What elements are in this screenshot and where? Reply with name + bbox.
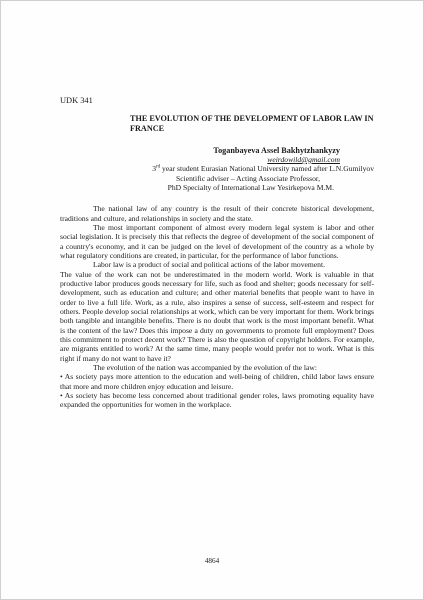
- paragraph-3: Labor law is a product of social and political actions of the labor movement.: [93, 260, 325, 270]
- paragraph-5: The evolution of the nation was accompanied by the evolution of the law:: [93, 363, 317, 373]
- paragraph-4: The value of the work can not be underestimated in the modern world. Work is valuable in that productive labor produces goods necessary for life, such as food and shelter; goods necessary for self-development, such as education and culture; and other material benefits that people want to have in order to live a full life. Work, as a rule, also inspires a sense of success, self-esteem and respect for others. People develop social relationships at work, which can be very important for them. Work brings both tangible and intangible benefits. There is no doubt that work is the most important benefit. What is the content of the law? Does this impose a duty on governments to promote full employment? Does this commitment to protect decent work? There is also the question of copyright holders. For example, are migrants entitled to work? At the same time, many people would prefer not to work. What is this right if many do not want to have it?: [60, 269, 374, 363]
- document-body: [60, 96, 374, 410]
- year-suffix: rd: [155, 164, 161, 170]
- author-name: Toganbayeva Assel Bakhytzhankyzy: [213, 145, 340, 155]
- affiliation-text: year student Eurasian National University named after L.N.Gumilyov: [160, 164, 374, 174]
- author-affiliation: [60, 164, 374, 173]
- year-ordinal: 3: [152, 164, 156, 174]
- adviser-name: PhD Specialty of International Law Yesirkepova M.M.: [167, 182, 334, 192]
- bullet-item: • As society pays more attention to the education and well-being of children, child labor laws ensure that more and more children enjoy education and leisure.: [60, 372, 374, 391]
- udk-code: UDK 341: [60, 96, 93, 105]
- bullet-item: • As society has become less concerned about traditional gender roles, laws promoting equality have expanded the opportunities for women in the workplace.: [60, 391, 374, 410]
- adviser-line: Scientific adviser – Acting Associate Professor,: [176, 173, 320, 183]
- author-email[interactable]: weirdowild@gmail.com: [267, 154, 340, 164]
- page-number: 4864: [204, 557, 220, 565]
- paragraph-2: The most important component of almost every modern legal system is labor and other social legislation. It is precisely this that reflects the degree of development of the social component of a country's economy, and it can be judged on the level of development of the country as a whole by what regulatory conditions are created, in particular, for the performance of labor functions.: [60, 222, 374, 260]
- paragraph-1: The national law of any country is the result of their concrete historical development, traditions and culture, and relationships in society and the state.: [60, 204, 374, 223]
- author-block: [60, 146, 374, 165]
- article-title: THE EVOLUTION OF THE DEVELOPMENT OF LABOR LAW IN FRANCE: [130, 114, 374, 133]
